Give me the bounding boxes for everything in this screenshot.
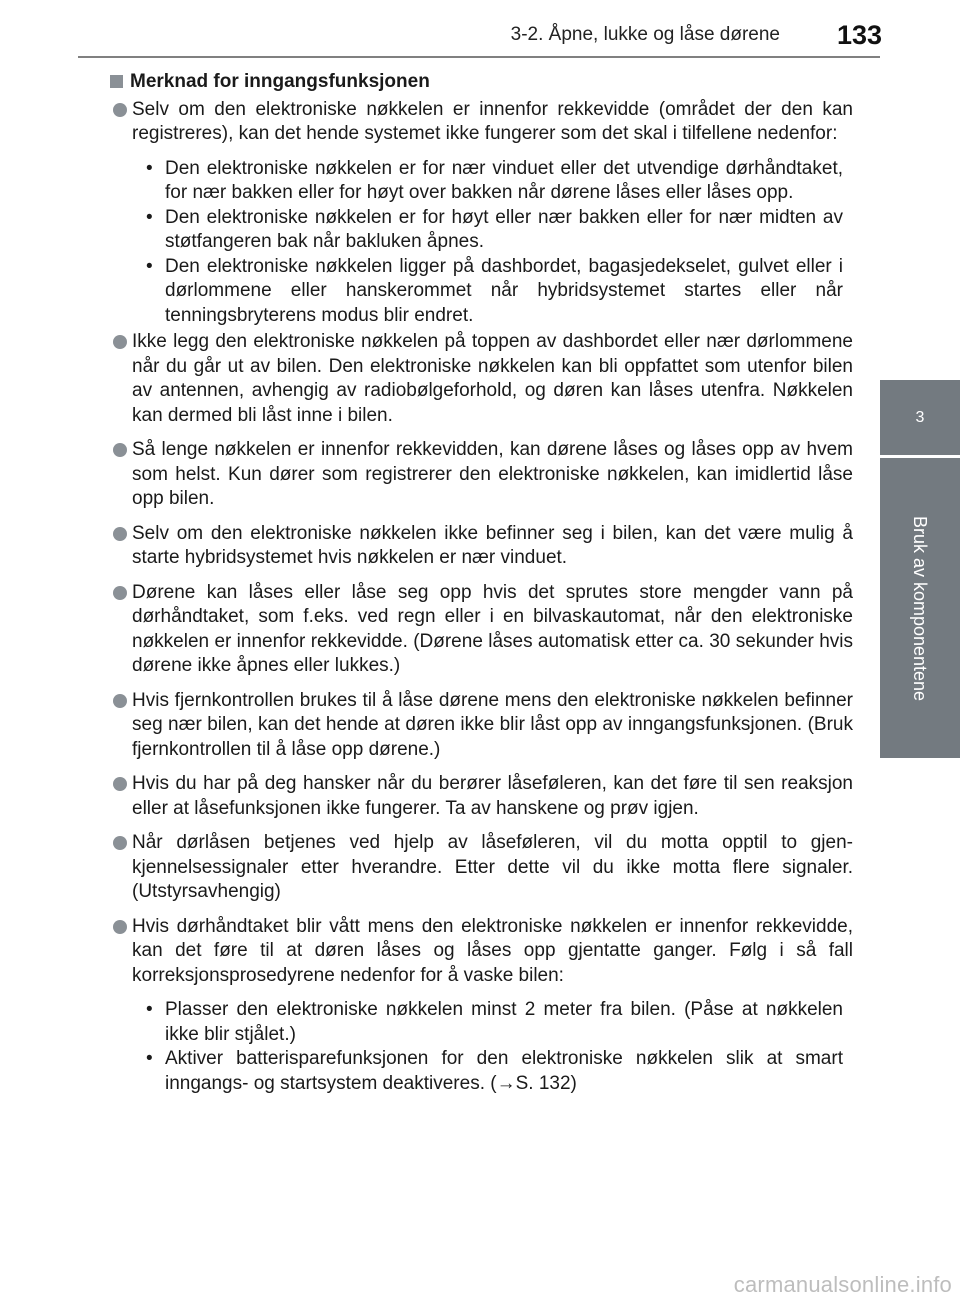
section-heading-text: Merknad for inngangsfunksjonen xyxy=(130,71,430,92)
bullet-item xyxy=(110,581,853,679)
chapter-tab-number: 3 xyxy=(880,380,960,455)
bullet-text: Når dørlåsen betjenes ved hjelp av låseføleren, vil du motta opptil to gjenkjennelsessignaler etter hverandre. Etter dette vil du ikke motta flere signaler. (Utstyrsavhengig) xyxy=(132,832,853,902)
sub-item xyxy=(146,206,843,255)
chapter-tab-label-wrap xyxy=(880,478,960,738)
sub-list xyxy=(110,157,853,329)
bullet-item xyxy=(110,522,853,571)
small-dot-bullet-icon: • xyxy=(146,1048,153,1069)
bullet-item xyxy=(110,98,853,147)
bullet-item xyxy=(110,915,853,989)
sub-item-text: Den elektroniske nøkkelen ligger på dashbordet, bagasjedekselet, gulvet eller i dørlommene eller hanskerommet når hybridsystemet startes eller når tenningsbryterens modus blir endret. xyxy=(165,255,843,326)
square-icon xyxy=(110,75,123,88)
small-dot-bullet-icon: • xyxy=(146,157,153,179)
circle-bullet-icon xyxy=(113,527,127,541)
sub-item xyxy=(146,255,843,329)
chapter-title: 3-2. Åpne, lukke og låse dørene xyxy=(510,24,780,45)
sub-item-text: Plasser den elektroniske nøkkelen minst 2 meter fra bilen. (Påse at nøkkelen ikke blir stjålet.) xyxy=(165,999,843,1045)
sub-list xyxy=(110,998,853,1096)
sub-item-text-prefix: Aktiver batterisparefunksjonen for den elektroniske nøkkelen slik at smart inngangs- og startsystem deaktiveres. ( xyxy=(165,1048,843,1094)
bullet-text: Hvis dørhåndtaket blir vått mens den elektroniske nøkkelen er innenfor rekkevidde, kan det føre til at døren låses og låses opp gjentatte ganger. Følg i så fall korreksjonsprosedyrene nedenfor for å vaske bilen: xyxy=(132,915,853,986)
sub-item xyxy=(146,1047,843,1096)
chapter-tab-label: Bruk av komponentene xyxy=(910,515,931,701)
bullet-text: Selv om den elektroniske nøkkelen er innenfor rekkevidde (området der den kan registreres), kan det hende systemet ikke fungerer som det skal i tilfellene nedenfor: xyxy=(132,98,853,144)
sub-item xyxy=(146,157,843,206)
bullet-text: Hvis du har på deg hansker når du berører låseføleren, kan det føre til sen reaksjon eller at låsefunksjonen ikke fungerer. Ta av hanskene og prøv igjen. xyxy=(132,773,853,819)
header-divider xyxy=(78,56,880,58)
bullet-text: Dørene kan låses eller låse seg opp hvis det sprutes store mengder vann på dørhåndtaket, som f.eks. ved regn eller i en bilvaskautomat, når den elektroniske nøkkelen er innenfor rekkevidde. (Dørene låses automatisk etter ca. 30 sekunder hvis dørene ikke åpnes eller lukkes.) xyxy=(132,581,853,676)
page-reference-arrow-icon: → xyxy=(496,1072,516,1094)
small-dot-bullet-icon: • xyxy=(146,206,153,228)
circle-bullet-icon xyxy=(113,694,127,708)
sub-item-text: Den elektroniske nøkkelen er for høyt eller nær bakken eller for nær midten av støtfangeren bak når bakluken åpnes. xyxy=(165,206,843,252)
bullet-text: Hvis fjernkontrollen brukes til å låse dørene mens den elektroniske nøkkelen befinner seg nær bilen, kan det hende at døren ikke blir låst opp av inngangsfunksjonen. (Bruk fjernkontrollen til å låse opp dørene.) xyxy=(132,689,853,760)
circle-bullet-icon xyxy=(113,920,127,934)
small-dot-bullet-icon: • xyxy=(146,999,153,1020)
bullet-item xyxy=(110,772,853,821)
circle-bullet-icon xyxy=(113,777,127,791)
bullet-item xyxy=(110,831,853,905)
circle-bullet-icon xyxy=(113,103,127,117)
circle-bullet-icon xyxy=(113,836,127,850)
sub-item xyxy=(146,998,843,1047)
circle-bullet-icon xyxy=(113,586,127,600)
circle-bullet-icon xyxy=(113,443,127,457)
page-header xyxy=(0,0,960,60)
main-content xyxy=(110,70,853,1098)
bullet-item xyxy=(110,330,853,428)
small-dot-bullet-icon: • xyxy=(146,255,153,277)
page-number: 133 xyxy=(836,20,882,50)
bullet-text: Ikke legg den elektroniske nøkkelen på toppen av dashbordet eller nær dørlommene når du går ut av bilen. Den elektroniske nøkkelen kan bli oppfattet som utenfor bilen av antennen, avhengig av radiobølgeforhold, og døren kan låses utenfra. Nøkkelen kan dermed bli låst inne i bilen. xyxy=(132,331,853,426)
bullet-item xyxy=(110,438,853,512)
circle-bullet-icon xyxy=(113,335,127,349)
section-heading xyxy=(110,70,853,95)
site-watermark: carmanualsonline.info xyxy=(733,1272,952,1297)
bullet-text: Så lenge nøkkelen er innenfor rekkevidden, kan dørene låses og låses opp av hvem som helst. Kun dører som registrerer den elektroniske nøkkelen, kan imidlertid låse opp bilen. xyxy=(132,439,853,509)
bullet-text: Selv om den elektroniske nøkkelen ikke befinner seg i bilen, kan det være mulig å starte hybridsystemet hvis nøkkelen er nær vinduet. xyxy=(132,522,853,568)
sub-item-text: Den elektroniske nøkkelen er for nær vinduet eller det utvendige dørhåndtaket, for nær bakken eller for høyt over bakken når dørene låses eller låses opp. xyxy=(165,157,843,203)
page-reference-link[interactable]: S. 132) xyxy=(515,1072,577,1094)
bullet-item xyxy=(110,689,853,763)
